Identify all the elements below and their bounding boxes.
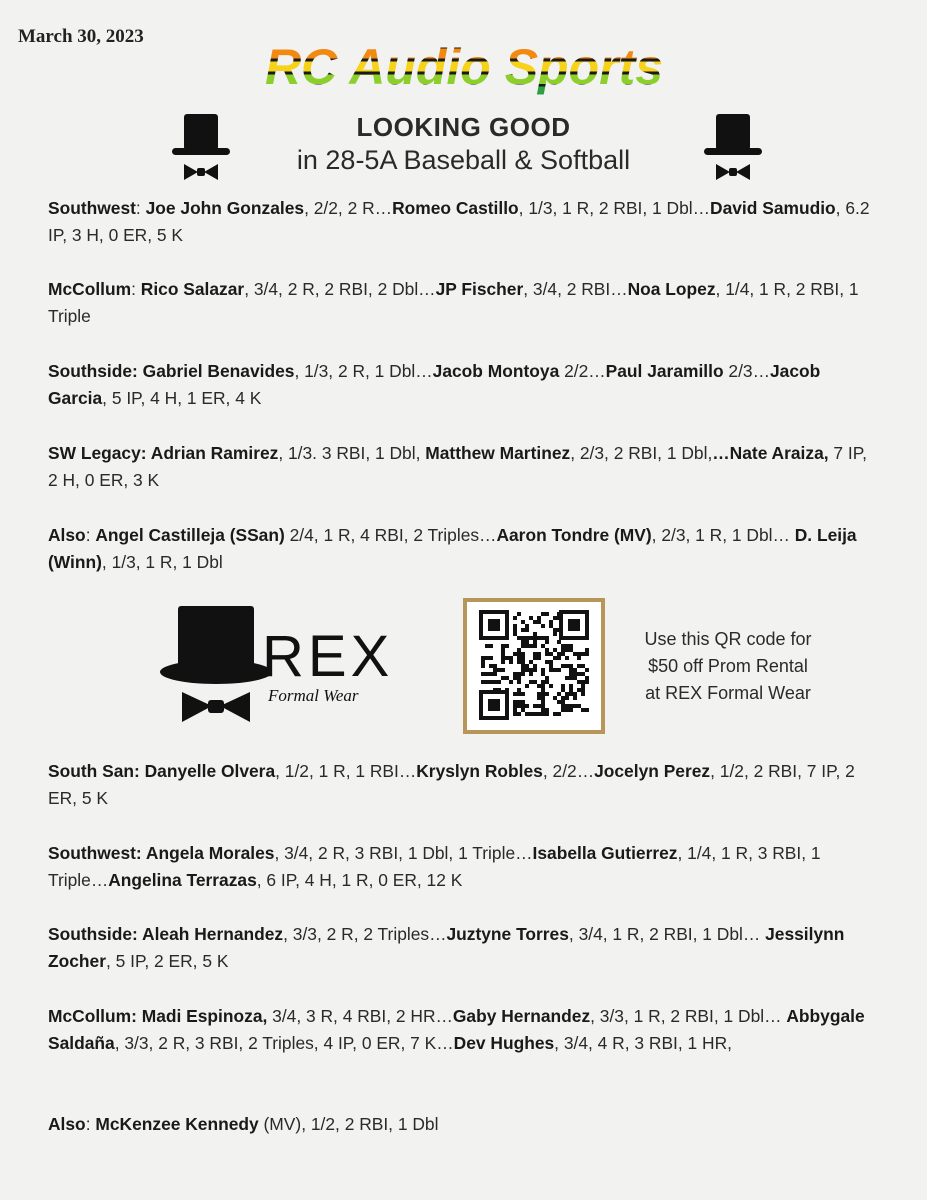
rex-tagline: Formal Wear [268,686,359,705]
softball-southwest [48,840,878,894]
player-name: …Nate Araiza, [712,443,829,463]
player-name: Joe John Gonzales [145,198,305,218]
player-name: Abbygale Saldaña [48,1006,865,1053]
headline-title: LOOKING GOOD [356,112,571,142]
player-name: Rico Salazar [140,279,245,299]
baseball-southside [48,358,878,412]
stat-line: , 1/3. 3 RBI, 1 Dbl, [278,443,426,463]
rex-name: REX [262,624,394,689]
player-name: Gaby Hernandez [452,1006,591,1026]
player-name: David Samudio [710,198,836,218]
stat-line: , 3/3, 1 R, 2 RBI, 1 Dbl… [590,1006,787,1026]
player-name: Juztyne Torres [446,924,569,944]
softball-southside [48,921,878,975]
headline [0,112,927,176]
headline-subtitle: in 28-5A Baseball & Softball [296,145,631,175]
player-name: SW Legacy: Adrian Ramirez [48,443,279,463]
stat-line: , 6 IP, 4 H, 1 R, 0 ER, 12 K [256,870,463,890]
baseball-sw-legacy [48,440,878,494]
stat-line: , 3/4, 2 RBI… [523,279,628,299]
stat-line: , 5 IP, 4 H, 1 ER, 4 K [102,388,262,408]
player-name: Isabella Gutierrez [532,843,678,863]
player-name: Southwest: Angela Morales [48,843,275,863]
qr-code[interactable] [463,598,605,734]
player-name: McKenzee Kennedy [95,1114,259,1134]
stat-line: : [85,525,96,545]
player-name: Angel Castilleja (SSan) [95,525,285,545]
stat-line: , 3/4, 4 R, 3 RBI, 1 HR, [554,1033,733,1053]
promo-line: at REX Formal Wear [645,683,811,703]
rex-logo [160,600,394,730]
stat-line: , 2/3, 1 R, 1 Dbl… [651,525,795,545]
stat-line: , 3/4, 2 R, 2 RBI, 2 Dbl… [244,279,436,299]
promo-line: Use this QR code for [644,629,812,649]
brand-logo [0,30,927,100]
promo-text [614,626,842,707]
stat-line: , 2/2… [542,761,595,781]
baseball-mccollum [48,276,878,330]
player-name: JP Fischer [435,279,524,299]
stat-line: , 5 IP, 2 ER, 5 K [105,951,229,971]
player-name: Southside: Aleah Hernandez [48,924,284,944]
date: March 30, 2023 [18,26,144,47]
player-name: Paul Jaramillo [605,361,724,381]
player-name: D. Leija (Winn) [48,525,857,572]
stat-line: , 1/2, 1 R, 1 RBI… [275,761,417,781]
stat-line: , 3/3, 2 R, 3 RBI, 2 Triples, 4 IP, 0 ER, 7 K… [114,1033,454,1053]
stat-line: 7 IP, 2 H, 0 ER, 3 K [48,443,867,490]
stat-line: , 3/4, 1 R, 2 RBI, 1 Dbl… [568,924,766,944]
stat-line: , 2/2, 2 R… [304,198,393,218]
stat-line: , 2/3, 2 RBI, 1 Dbl, [570,443,713,463]
promo-line: $50 off Prom Rental [648,656,808,676]
player-name: McCollum [48,279,132,299]
player-name: Southwest [48,198,136,218]
stat-line: , 1/4, 1 R, 2 RBI, 1 Triple [48,279,859,326]
stat-line: , 1/3, 1 R, 1 Dbl [101,552,223,572]
stat-line: , 3/4, 2 R, 3 RBI, 1 Dbl, 1 Triple… [274,843,533,863]
player-name: McCollum: Madi Espinoza, [48,1006,268,1026]
player-name: Aaron Tondre (MV) [496,525,652,545]
player-name: Matthew Martinez [425,443,571,463]
softball-also [48,1111,878,1138]
stat-line: : [131,279,141,299]
player-name: Jacob Montoya [432,361,560,381]
stat-line: , 1/4, 1 R, 3 RBI, 1 Triple… [48,843,821,890]
player-name: Angelina Terrazas [108,870,257,890]
stat-line: 2/3… [723,361,770,381]
stat-line: : [135,198,146,218]
stat-line: , 1/2, 2 RBI, 7 IP, 2 ER, 5 K [48,761,855,808]
player-name: Noa Lopez [627,279,716,299]
player-name: Jacob Garcia [48,361,821,408]
stat-line: , 1/3, 2 R, 1 Dbl… [294,361,433,381]
player-name: Also [48,1114,86,1134]
player-name: Jocelyn Perez [594,761,711,781]
stat-line: 2/2… [559,361,606,381]
softball-south-san [48,758,878,812]
baseball-southwest [48,195,878,249]
rex-top-hat-icon [160,606,272,722]
player-name: Also [48,525,86,545]
softball-mccollum [48,1003,878,1057]
baseball-also [48,522,878,576]
stat-line: (MV), 1/2, 2 RBI, 1 Dbl [258,1114,439,1134]
player-name: Romeo Castillo [392,198,519,218]
player-name: Dev Hughes [453,1033,555,1053]
stat-line: , 6.2 IP, 3 H, 0 ER, 5 K [48,198,870,245]
player-name: Jessilynn Zocher [48,924,845,971]
stat-line: 3/4, 3 R, 4 RBI, 2 HR… [267,1006,453,1026]
player-name: South San: Danyelle Olvera [48,761,276,781]
stat-line: , 1/3, 1 R, 2 RBI, 1 Dbl… [518,198,711,218]
stat-line: 2/4, 1 R, 4 RBI, 2 Triples… [284,525,497,545]
stat-line: : [85,1114,96,1134]
player-name: Southside: Gabriel Benavides [48,361,295,381]
stat-line: , 3/3, 2 R, 2 Triples… [283,924,447,944]
player-name: Kryslyn Robles [416,761,543,781]
brand-name: RC Audio Sports [264,39,663,95]
